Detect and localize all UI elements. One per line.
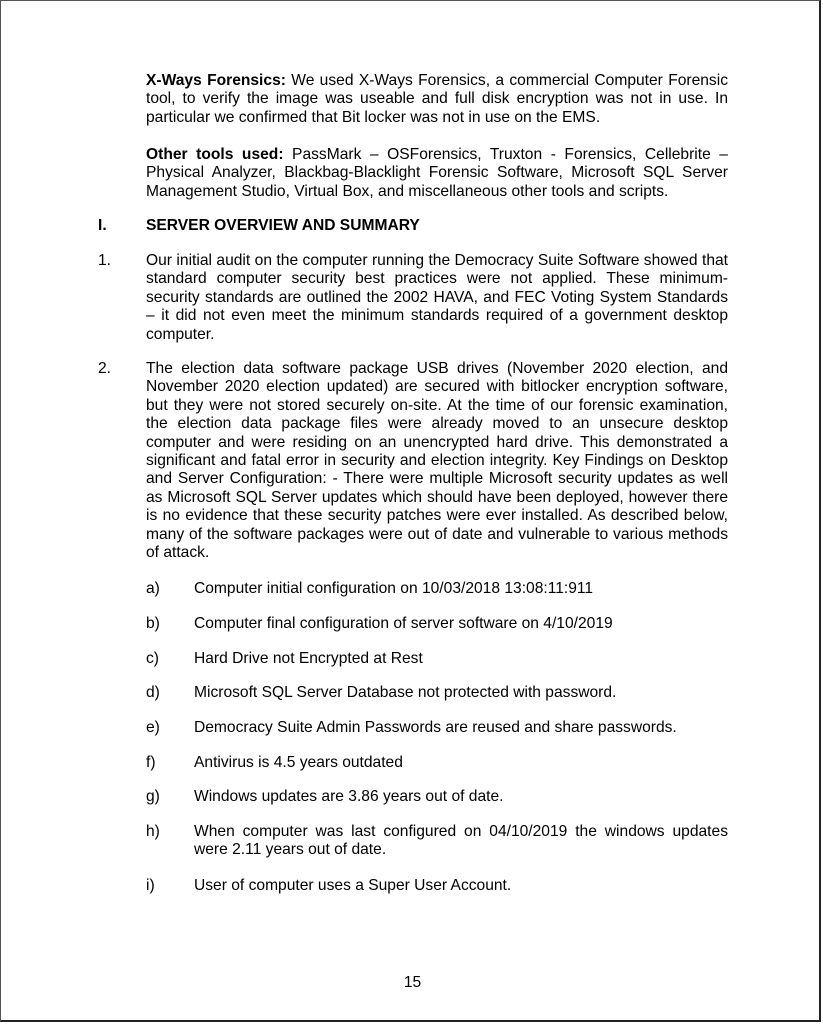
list-item-b-letter: b): [146, 615, 160, 632]
page-number: 15: [403, 974, 422, 991]
list-item-i-text: User of computer uses a Super User Account.: [194, 877, 512, 894]
section-title: SERVER OVERVIEW AND SUMMARY: [146, 217, 420, 234]
other-tools-paragraph: [146, 146, 728, 201]
list-item-d-letter: d): [146, 684, 160, 701]
paragraph-2-text: The election data software package USB drives (November 2020 election, and November 2020 election updated) are secured with bitlocker encryption software, but they were not stored securely on-site. At the time of our forensic examination, the election data package files were already moved to an unsecure desktop computer and were residing on an unencrypted hard drive. This demonstrated a significant and fatal error in security and election integrity. Key Findings on Desktop and Server Configuration: - There were multiple Microsoft security updates as well as Microsoft SQL Server updates which should have been deployed, however there is no evidence that these security patches were ever installed. As described below, many of the software packages were out of date and vulnerable to various methods of attack.: [146, 360, 728, 562]
list-item-e-text: Democracy Suite Admin Passwords are reused and share passwords.: [194, 719, 677, 736]
list-item-c-letter: c): [146, 650, 159, 667]
list-item-d-text: Microsoft SQL Server Database not protected with password.: [194, 684, 617, 701]
xways-text: We used X-Ways Forensics, a commercial Computer Forensic tool, to verify the image was useable and full disk encryption was not in use. In particular we confirmed that Bit locker was not in use on the EMS.: [146, 72, 728, 126]
list-item-f-letter: f): [146, 754, 156, 771]
list-item-h-text: When computer was last configured on 04/10/2019 the windows updates were 2.11 years out of date.: [194, 823, 728, 859]
list-item-h-letter: h): [146, 823, 160, 840]
xways-paragraph: [146, 72, 728, 127]
list-item-e-letter: e): [146, 719, 160, 736]
paragraph-1-number: 1.: [98, 252, 112, 269]
paragraph-1-text: Our initial audit on the computer running the Democracy Suite Software showed that standard computer security best practices were not applied. These minimum-security standards are outlined the 2002 HAVA, and FEC Voting System Standards – it did not even meet the minimum standards required of a government desktop computer.: [146, 252, 728, 343]
list-item-a-text: Computer initial configuration on 10/03/2018 13:08:11:911: [194, 580, 594, 597]
list-item-a-letter: a): [146, 580, 160, 597]
list-item-g-text: Windows updates are 3.86 years out of date.: [194, 788, 504, 805]
section-number: I.: [98, 217, 107, 234]
list-item-c-text: Hard Drive not Encrypted at Rest: [194, 650, 423, 667]
list-item-g-letter: g): [146, 788, 160, 805]
xways-label: X-Ways Forensics:: [146, 72, 286, 89]
list-item-i-letter: i): [146, 877, 155, 894]
other-tools-text: PassMark – OSForensics, Truxton - Forensics, Cellebrite – Physical Analyzer, Blackbag-Blacklight Forensic Software, Microsoft SQL Server Management Studio, Virtual Box, and miscellaneous other tools and scripts.: [146, 146, 728, 200]
list-item-b-text: Computer final configuration of server software on 4/10/2019: [194, 615, 613, 632]
paragraph-2-number: 2.: [98, 360, 112, 377]
other-tools-label: Other tools used:: [146, 146, 284, 163]
list-item-f-text: Antivirus is 4.5 years outdated: [194, 754, 403, 771]
